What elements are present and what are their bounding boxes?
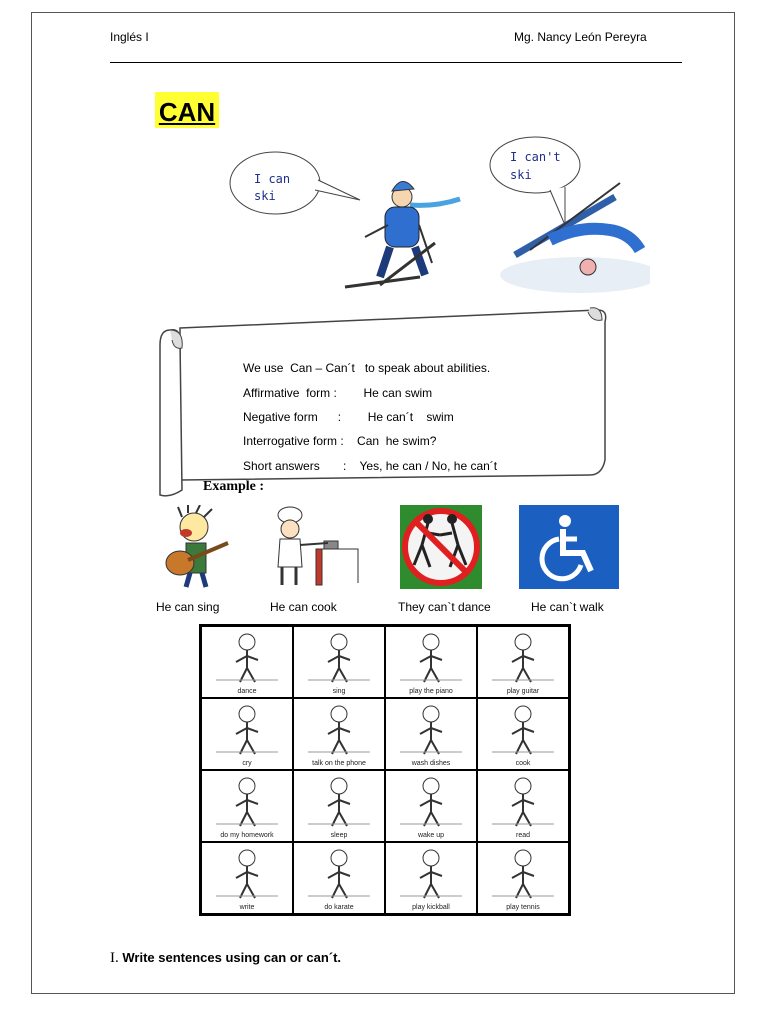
activity-label: read <box>515 832 530 839</box>
caption-walk: He can`t walk <box>531 600 604 614</box>
activity-drawing-icon <box>302 846 376 900</box>
activity-cell <box>477 842 569 914</box>
activity-label: write <box>239 904 255 911</box>
activity-label: play kickball <box>412 904 450 911</box>
page-title: CAN <box>155 92 219 128</box>
activity-cell <box>201 770 293 842</box>
activity-cell <box>477 626 569 698</box>
bubble-right-line1: I can't <box>510 150 561 164</box>
activity-cell <box>201 698 293 770</box>
wheelchair-sign-icon <box>519 505 619 589</box>
activity-drawing-icon <box>210 846 284 900</box>
activity-drawing-icon <box>486 774 560 828</box>
caption-sing: He can sing <box>156 600 220 614</box>
activity-drawing-icon <box>486 702 560 756</box>
activity-cell <box>385 626 477 698</box>
bubble-left-line1: I can <box>254 172 291 186</box>
instruction-text: Write sentences using can or can´t. <box>122 950 342 965</box>
activity-drawing-icon <box>302 630 376 684</box>
activity-drawing-icon <box>210 702 284 756</box>
activity-cell <box>385 698 477 770</box>
activity-label: cry <box>242 760 252 767</box>
activity-drawing-icon <box>302 774 376 828</box>
activity-cell <box>201 626 293 698</box>
activity-label: cook <box>515 760 531 767</box>
caption-dance: They can`t dance <box>398 600 491 614</box>
skiing-illustration <box>220 135 650 295</box>
bubble-right-line2: ski <box>510 168 532 182</box>
activity-label: sing <box>332 688 346 695</box>
caption-cook: He can cook <box>270 600 337 614</box>
activity-cell <box>293 842 385 914</box>
activity-drawing-icon <box>394 774 468 828</box>
happy-skier-icon <box>345 181 460 287</box>
scroll-line-usage: We use Can – Can´t to speak about abilities. <box>243 361 491 375</box>
activity-cell <box>385 842 477 914</box>
header-teacher: Mg. Nancy León Pereyra <box>514 30 647 44</box>
activity-cell <box>201 842 293 914</box>
header-course: Inglés I <box>110 30 149 44</box>
activity-label: wash dishes <box>411 760 451 767</box>
activities-grid <box>199 624 571 916</box>
activity-drawing-icon <box>486 846 560 900</box>
activity-drawing-icon <box>394 630 468 684</box>
activity-label: do my homework <box>220 832 274 839</box>
activity-cell <box>293 770 385 842</box>
activity-cell <box>385 770 477 842</box>
activity-drawing-icon <box>210 630 284 684</box>
activity-label: play tennis <box>506 904 540 911</box>
header-divider <box>110 62 682 63</box>
scroll-line-interrogative: Interrogative form : Can he swim? <box>243 434 437 448</box>
sing-picture-icon <box>158 505 236 589</box>
example-label: Example : <box>203 479 265 494</box>
bubble-left-line2: ski <box>254 189 276 203</box>
activity-label: play guitar <box>506 688 540 695</box>
activity-cell <box>477 698 569 770</box>
activity-drawing-icon <box>486 630 560 684</box>
instruction <box>110 950 341 967</box>
activity-label: sleep <box>330 832 348 839</box>
activity-drawing-icon <box>210 774 284 828</box>
scroll-line-affirmative: Affirmative form : He can swim <box>243 386 433 400</box>
scroll-line-short-answers: Short answers : Yes, he can / No, he can´t <box>243 459 498 473</box>
activity-drawing-icon <box>302 702 376 756</box>
activity-cell <box>477 770 569 842</box>
activity-label: dance <box>237 688 257 695</box>
activity-label: talk on the phone <box>312 760 366 767</box>
activity-label: wake up <box>417 832 445 839</box>
cook-picture-icon <box>262 505 362 589</box>
activity-drawing-icon <box>394 846 468 900</box>
activity-drawing-icon <box>394 702 468 756</box>
scroll-line-negative: Negative form : He can´t swim <box>243 410 454 424</box>
activity-label: do karate <box>324 904 354 911</box>
activity-cell <box>293 626 385 698</box>
fallen-skier-icon <box>500 183 650 293</box>
instruction-number: I. <box>110 950 119 966</box>
activity-cell <box>293 698 385 770</box>
no-dancing-sign-icon <box>400 505 482 589</box>
activity-label: play the piano <box>409 688 453 695</box>
